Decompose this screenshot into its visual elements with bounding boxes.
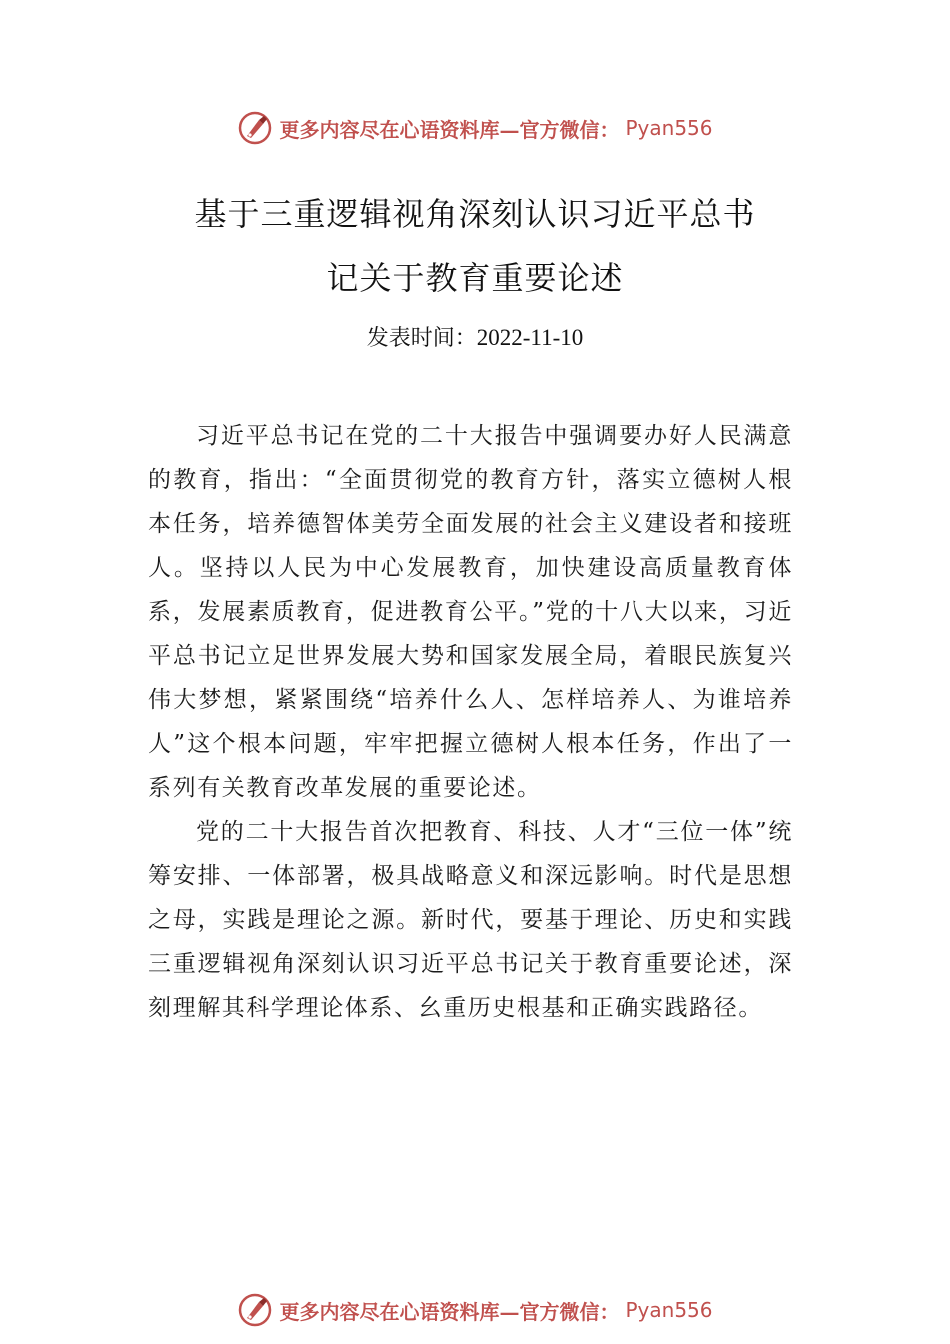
watermark-account: Pyan556 [625,1298,713,1322]
publish-date-label: 发表时间： [366,326,477,351]
header-watermark [0,108,950,148]
article-title-line-1: 基于三重逻辑视角深刻认识习近平总书 [194,195,756,233]
watermark-text: 更多内容尽在心语资料库—官方微信： [279,117,620,142]
footer-watermark [0,1290,950,1330]
watermark-text: 更多内容尽在心语资料库—官方微信： [279,1299,620,1324]
paragraph: 党的二十大报告首次把教育、科技、人才“三位一体”统筹安排、一体部署，极具战略意义和深远影响。时代是思想之母，实践是理论之源。新时代，要基于理论、历史和实践三重逻辑视角深刻认识习近平总书记关于教育重要论述，深刻理解其科学理论体系、⺓重历史根基和正确实践路径。 [148,819,793,1021]
article-title-line-2: 记关于教育重要论述 [326,259,624,297]
paragraph: 习近平总书记在党的二十大报告中强调要办好人民满意的教育，指出：“全面贯彻党的教育方针，落实立德树人根本任务，培养德智体美劳全面发展的社会主义建设者和接班人。坚持以人民为中心发展教育，加快建设高质量教育体系，发展素质教育，促进教育公平。”党的十八大以来，习近平总书记立足世界发展大势和国家发展全局，着眼民族复兴伟大梦想，紧紧围绕“培养什么人、怎样培养人、为谁培养人”这个根本问题，牢牢把握立德树人根本任务，作出了一系列有关教育改革发展的重要论述。 [148,423,793,801]
article-body [148,414,793,1030]
pen-nib-logo-icon [237,1292,273,1328]
publish-date-value: 2022-11-10 [476,325,584,350]
watermark-account: Pyan556 [625,116,713,140]
publish-date [0,318,950,359]
pen-nib-logo-icon [237,110,273,146]
